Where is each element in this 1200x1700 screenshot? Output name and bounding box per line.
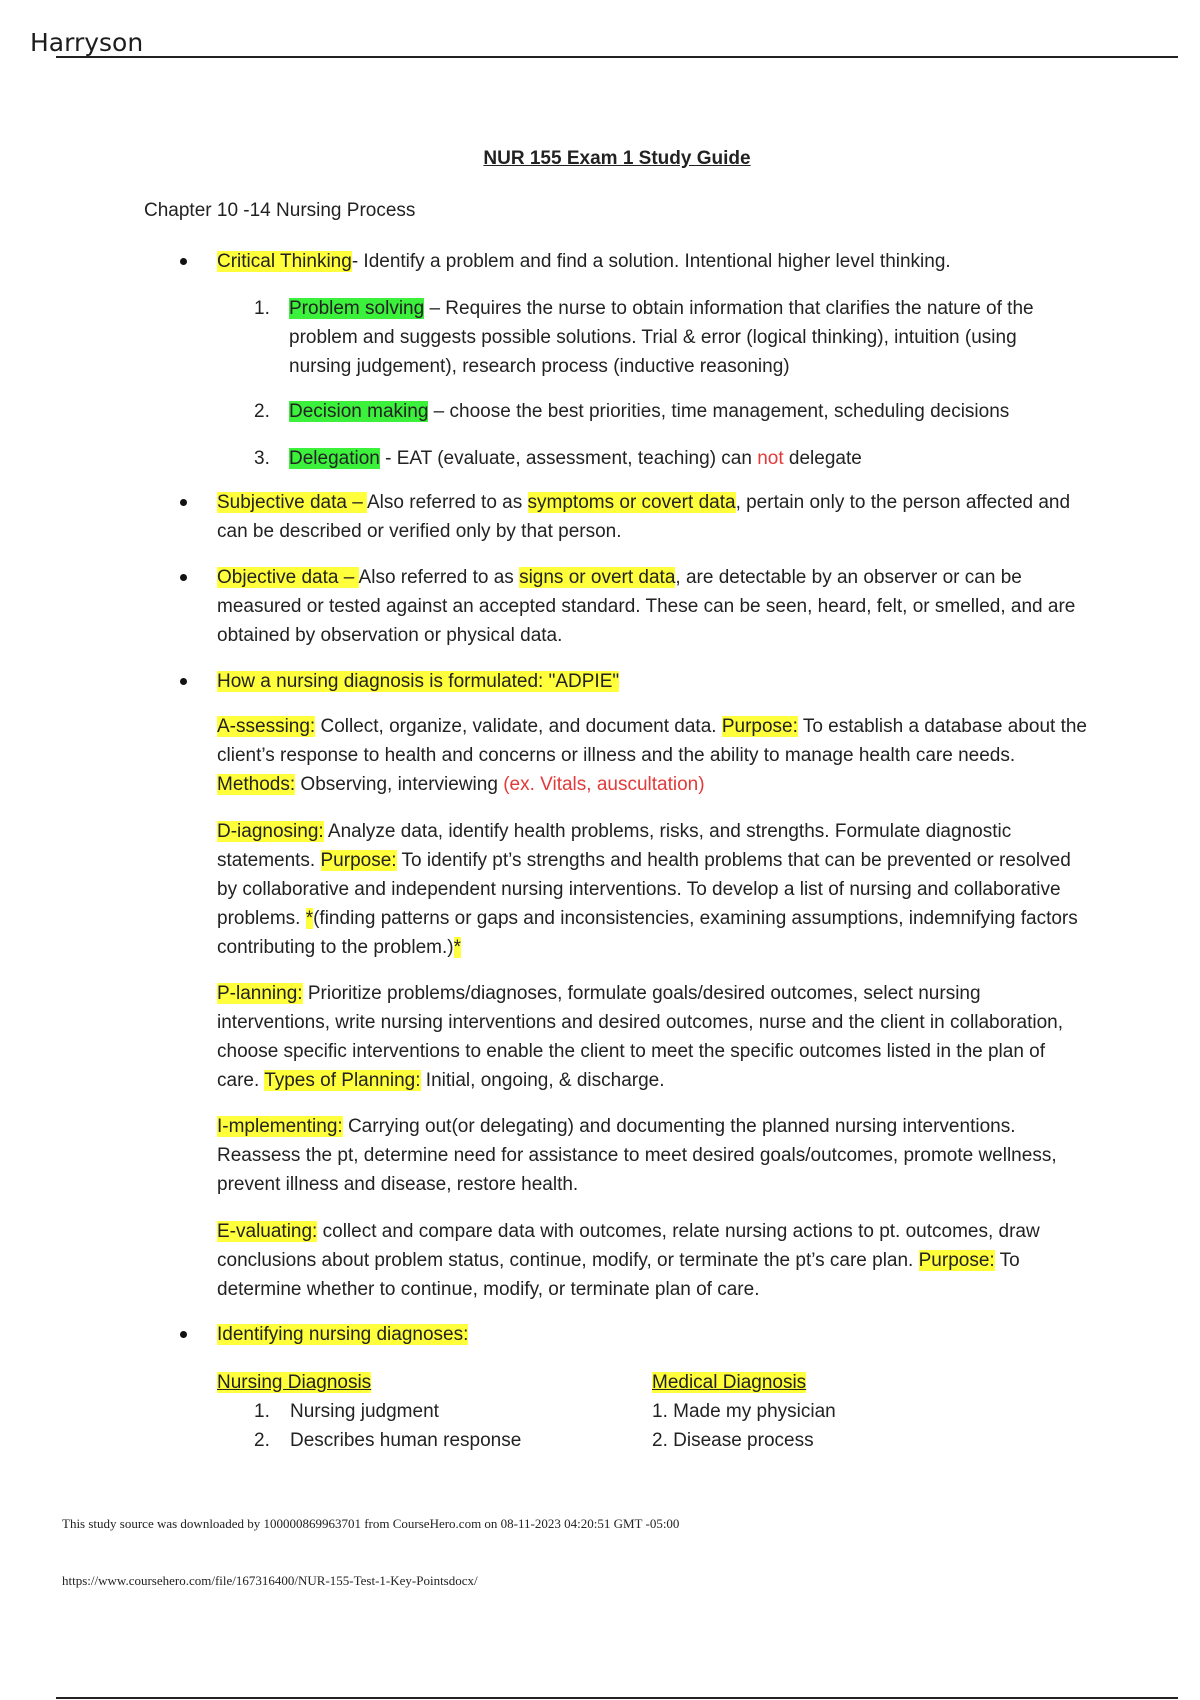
planning-text: Prioritize problems/diagnoses, formulate goals/desired outcomes, select nursing interventions, write nursing interventions and desired outcomes, nurse and the client in collaboration, choose specific interventions to enable the client to meet the specific outcomes listed in the plan of care.	[217, 983, 1063, 1091]
planning-types-text: Initial, ongoing, & discharge.	[420, 1070, 665, 1091]
list-number: 2.	[254, 1430, 270, 1451]
label-evaluating: E-valuating:	[217, 1221, 318, 1242]
list-item	[217, 1397, 521, 1426]
decision-making-text: – choose the best priorities, time management, scheduling decisions	[428, 401, 1010, 422]
bullet-icon	[180, 258, 187, 265]
diagnosing-purpose-text: To identify pt’s strengths and health problems that can be prevented or resolved by collaborative and independent nursing interventions. To develop a list of nursing and collaborative problems.	[217, 850, 1071, 929]
medical-dx-item: 2. Disease process	[652, 1430, 814, 1451]
assessing-text: Collect, organize, validate, and document data.	[315, 716, 722, 737]
critical-thinking-text: - Identify a problem and find a solution. Intentional higher level thinking.	[351, 251, 951, 272]
evaluating-purpose-text: To determine whether to continue, modify, or terminate plan of care.	[217, 1250, 1020, 1300]
list-item-decision-making	[254, 397, 1069, 426]
list-item-delegation	[254, 444, 1069, 473]
chapter-heading: Chapter 10 -14 Nursing Process	[144, 200, 416, 221]
header-name: Harryson	[30, 28, 144, 57]
list-item-problem-solving	[254, 294, 1059, 381]
implementing-text: Carrying out(or delegating) and documenting the planned nursing interventions. Reassess the pt, determine need for assistance to meet desired goals/outcomes, promote wellness, prevent illness and disease, restore health.	[217, 1116, 1057, 1195]
nursing-diagnosis-column	[217, 1368, 521, 1455]
assessing-purpose-text: To establish a database about the client’s response to health and concerns or illness and the ability to manage health care needs.	[217, 716, 1087, 766]
bullet-icon	[180, 1331, 187, 1338]
assessing-examples: (ex. Vitals, auscultation)	[503, 774, 705, 795]
diagnosing-text: Analyze data, identify health problems, risks, and strengths. Formulate diagnostic statements.	[217, 821, 1012, 871]
bullet-objective-data	[217, 563, 1097, 650]
bullet-icon	[180, 499, 187, 506]
download-note: This study source was downloaded by 100000869963701 from CourseHero.com on 08-11-2023 04:20:51 GMT -05:00	[62, 1516, 680, 1531]
delegation-not: not	[757, 448, 784, 469]
list-number: 3.	[254, 448, 270, 469]
list-item	[652, 1426, 836, 1455]
term-objective-data: Objective data –	[217, 567, 359, 588]
document-title: NUR 155 Exam 1 Study Guide	[483, 148, 751, 169]
list-number: 1.	[254, 298, 270, 319]
label-planning: P-lanning:	[217, 983, 303, 1004]
label-assessing: A-ssessing:	[217, 716, 316, 737]
delegation-text-end: delegate	[783, 448, 862, 469]
term-problem-solving: Problem solving	[289, 298, 425, 319]
label-purpose: Purpose:	[721, 716, 798, 737]
objective-highlight: signs or overt data	[519, 567, 676, 588]
evaluating-text: collect and compare data with outcomes, relate nursing actions to pt. outcomes, draw conclusions about problem status, continue, modify, or terminate the pt’s care plan.	[217, 1221, 1040, 1271]
list-item	[217, 1426, 521, 1455]
bullet-critical-thinking	[217, 247, 1097, 276]
medical-dx-item: 1. Made my physician	[652, 1401, 836, 1422]
label-implementing: I-mplementing:	[217, 1116, 343, 1137]
asterisk-mark: *	[453, 937, 461, 958]
subjective-post: , pertain only to the person affected and can be described or verified only by that person.	[217, 492, 1071, 542]
paragraph-assessing	[217, 712, 1087, 799]
subjective-highlight: symptoms or covert data	[527, 492, 736, 513]
bullet-adpie	[217, 667, 1097, 696]
list-item	[652, 1397, 836, 1426]
footer-rule	[56, 1697, 1178, 1699]
paragraph-diagnosing	[217, 817, 1087, 962]
bullet-identifying-diagnoses	[217, 1320, 1097, 1349]
asterisk-mark: *	[305, 908, 314, 929]
assessing-methods-text: Observing, interviewing	[295, 774, 504, 795]
paragraph-implementing	[217, 1112, 1087, 1199]
term-critical-thinking: Critical Thinking	[217, 251, 352, 272]
header-rule	[56, 56, 1178, 58]
label-methods: Methods:	[217, 774, 296, 795]
problem-solving-text: – Requires the nurse to obtain information that clarifies the nature of the problem and suggests possible solutions. Trial & error (logical thinking), intuition (using nursing judgement), research process (inductive reasoning)	[289, 298, 1034, 377]
medical-diagnosis-header: Medical Diagnosis	[652, 1372, 807, 1393]
source-url[interactable]: https://www.coursehero.com/file/167316400/NUR-155-Test-1-Key-Pointsdocx/	[62, 1573, 478, 1588]
delegation-text: - EAT (evaluate, assessment, teaching) can	[379, 448, 758, 469]
term-subjective-data: Subjective data –	[217, 492, 367, 513]
list-number: 1.	[254, 1401, 270, 1422]
paragraph-planning	[217, 979, 1087, 1095]
diagnosing-note: (finding patterns or gaps and inconsistencies, examining assumptions, indemnifying factors contributing to the problem.)	[217, 908, 1078, 958]
label-types-of-planning: Types of Planning:	[264, 1070, 421, 1091]
bullet-icon	[180, 678, 187, 685]
list-number: 2.	[254, 401, 270, 422]
nursing-dx-item: Nursing judgment	[290, 1401, 439, 1422]
label-purpose: Purpose:	[918, 1250, 995, 1271]
term-delegation: Delegation	[289, 448, 380, 469]
label-diagnosing: D-iagnosing:	[217, 821, 324, 842]
nursing-dx-item: Describes human response	[290, 1430, 522, 1451]
objective-post: , are detectable by an observer or can be measured or tested against an accepted standard. These can be seen, heard, felt, or smelled, and are obtained by observation or physical data.	[217, 567, 1076, 646]
bullet-subjective-data	[217, 488, 1097, 546]
term-decision-making: Decision making	[289, 401, 429, 422]
objective-pre: Also referred to as	[358, 567, 520, 588]
label-purpose: Purpose:	[320, 850, 397, 871]
medical-diagnosis-column	[652, 1368, 836, 1455]
paragraph-evaluating	[217, 1217, 1087, 1304]
subjective-pre: Also referred to as	[367, 492, 528, 513]
adpie-heading: How a nursing diagnosis is formulated: "ADPIE"	[217, 671, 620, 692]
bullet-icon	[180, 574, 187, 581]
nursing-diagnosis-header: Nursing Diagnosis	[217, 1372, 372, 1393]
identifying-heading: Identifying nursing diagnoses:	[217, 1324, 469, 1345]
